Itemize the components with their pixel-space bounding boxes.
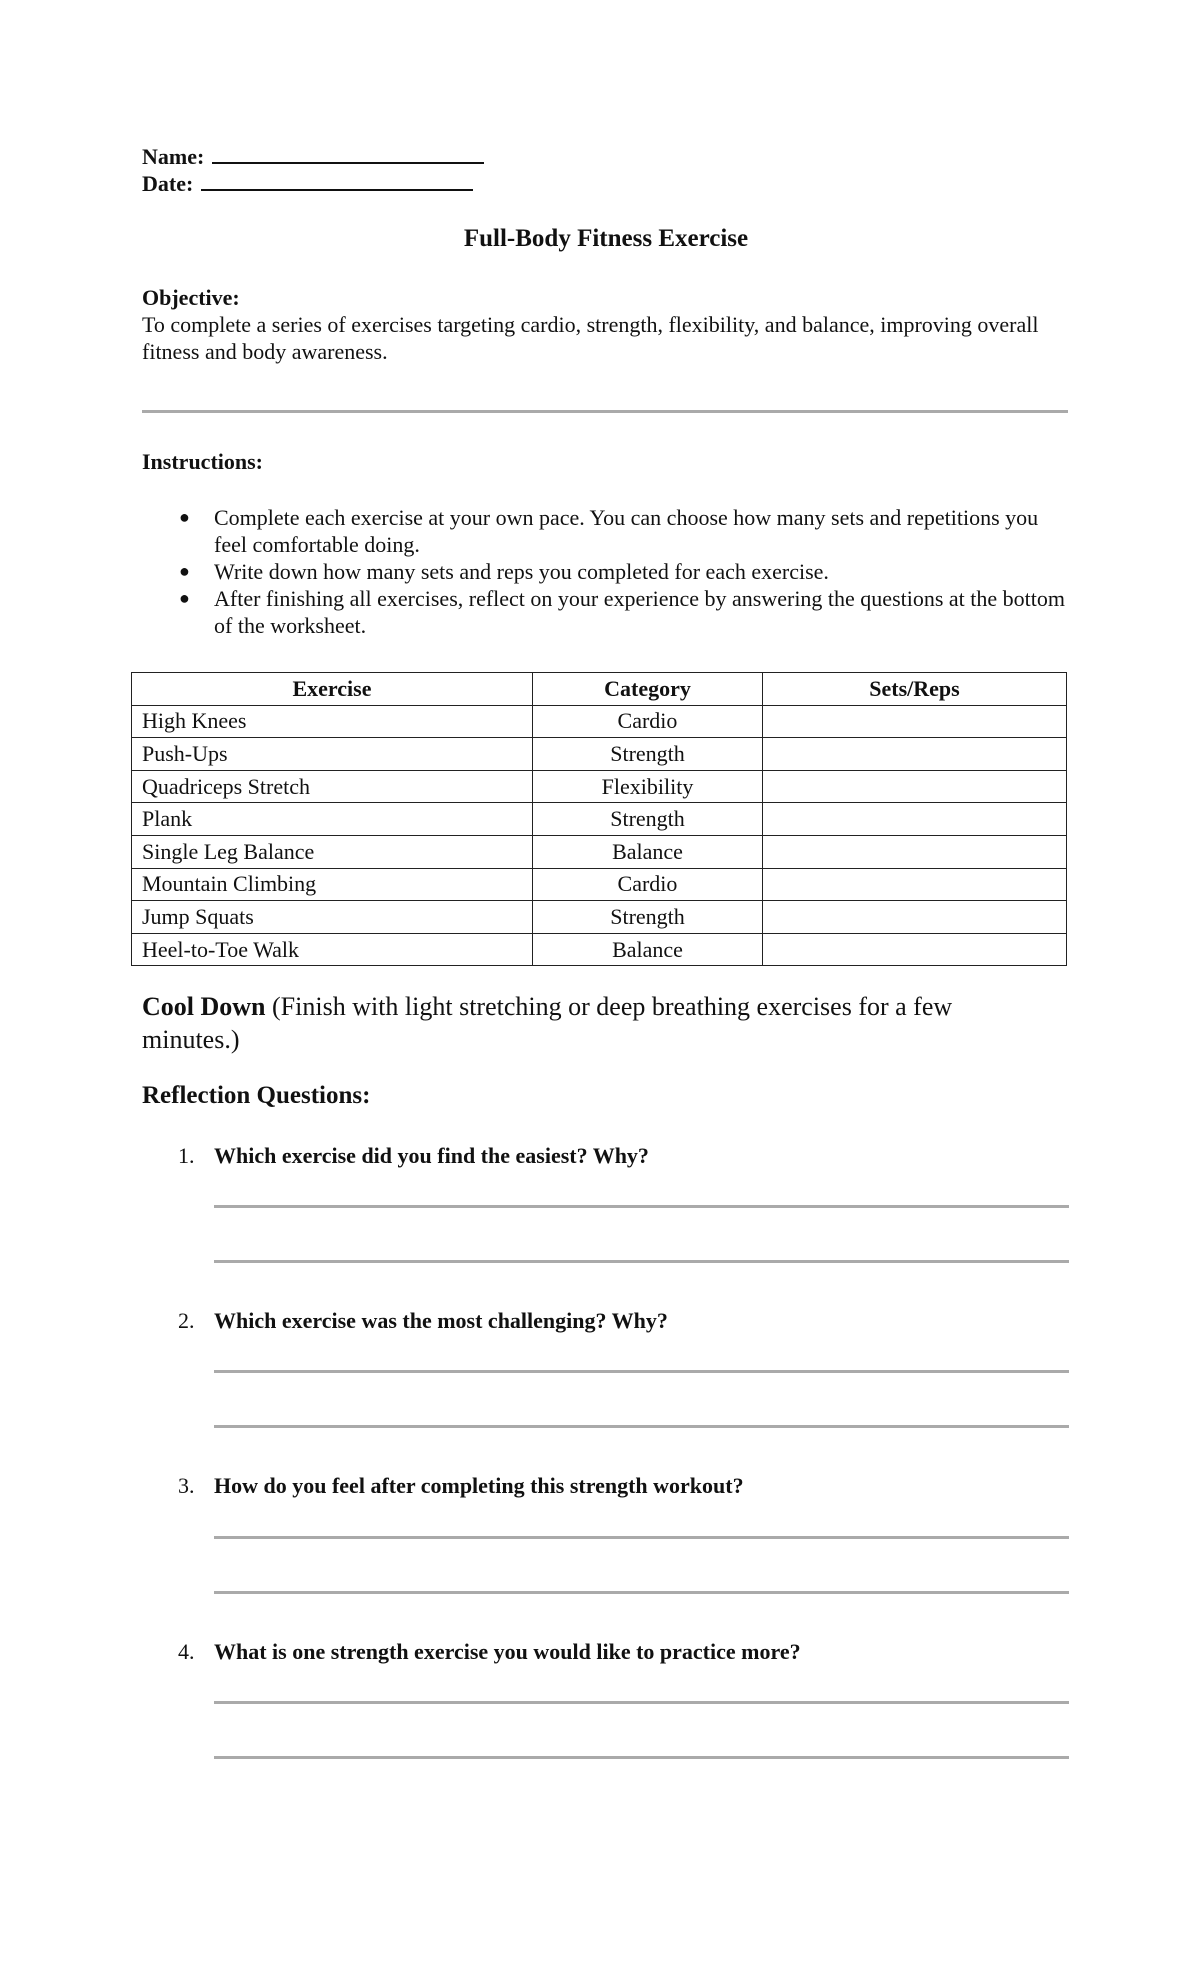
exercise-cell: Single Leg Balance	[132, 835, 533, 868]
cool-down-note	[142, 990, 1042, 1056]
exercise-cell: Jump Squats	[132, 901, 533, 934]
exercise-cell: Quadriceps Stretch	[132, 770, 533, 803]
reflection-question	[142, 1142, 649, 1169]
instructions-heading: Instructions:	[142, 449, 264, 474]
sets-reps-cell[interactable]	[763, 933, 1067, 966]
bullet-icon: ●	[179, 507, 190, 527]
category-cell: Cardio	[533, 868, 763, 901]
table-row	[132, 835, 1067, 868]
answer-line[interactable]	[214, 1425, 1069, 1428]
exercise-cell: Heel-to-Toe Walk	[132, 933, 533, 966]
answer-line[interactable]	[214, 1591, 1069, 1594]
answer-line[interactable]	[214, 1701, 1069, 1704]
question-number: 1.	[178, 1143, 195, 1168]
table-row	[132, 770, 1067, 803]
date-label: Date:	[142, 171, 194, 196]
column-header-category: Category	[533, 673, 763, 706]
category-cell: Balance	[533, 933, 763, 966]
question-number: 4.	[178, 1639, 195, 1664]
question-text: What is one strength exercise you would like to practice more?	[214, 1639, 801, 1664]
exercise-cell: Mountain Climbing	[132, 868, 533, 901]
table-row	[132, 803, 1067, 836]
exercise-cell: High Knees	[132, 705, 533, 738]
date-blank-line[interactable]	[201, 171, 473, 191]
instruction-text: Complete each exercise at your own pace. You can choose how many sets and repetitions you feel comfortable doing.	[214, 505, 1039, 557]
instruction-item	[142, 585, 1070, 639]
cool-down-text: (Finish with light stretching or deep breathing exercises for a few minutes.)	[142, 992, 953, 1054]
exercise-cell: Plank	[132, 803, 533, 836]
table-header-row	[132, 673, 1067, 706]
question-text: Which exercise did you find the easiest? Why?	[214, 1143, 649, 1168]
category-cell: Balance	[533, 835, 763, 868]
objective-text: To complete a series of exercises targeting cardio, strength, flexibility, and balance, improving overall fitness and body awareness.	[142, 312, 1039, 364]
question-text: How do you feel after completing this strength workout?	[214, 1473, 744, 1498]
bullet-icon: ●	[179, 588, 190, 608]
date-field	[142, 170, 473, 197]
answer-line[interactable]	[214, 1260, 1069, 1263]
table-row	[132, 738, 1067, 771]
sets-reps-cell[interactable]	[763, 868, 1067, 901]
sets-reps-cell[interactable]	[763, 770, 1067, 803]
sets-reps-cell[interactable]	[763, 835, 1067, 868]
section-divider	[142, 410, 1068, 413]
question-number: 3.	[178, 1473, 195, 1498]
category-cell: Strength	[533, 901, 763, 934]
table-row	[132, 933, 1067, 966]
category-cell: Cardio	[533, 705, 763, 738]
instruction-item	[142, 504, 1070, 558]
sets-reps-cell[interactable]	[763, 901, 1067, 934]
bullet-icon: ●	[179, 561, 190, 581]
column-header-exercise: Exercise	[132, 673, 533, 706]
answer-line[interactable]	[214, 1536, 1069, 1539]
instruction-text: After finishing all exercises, reflect on your experience by answering the questions at the bottom of the worksheet.	[214, 586, 1066, 638]
cool-down-label: Cool Down	[142, 992, 266, 1021]
table-row	[132, 901, 1067, 934]
objective-heading: Objective:	[142, 285, 240, 310]
page-title: Full-Body Fitness Exercise	[463, 225, 749, 252]
instruction-text: Write down how many sets and reps you completed for each exercise.	[214, 559, 829, 584]
name-blank-line[interactable]	[212, 144, 484, 164]
reflection-heading: Reflection Questions:	[142, 1082, 371, 1109]
exercise-table	[131, 672, 1067, 966]
category-cell: Flexibility	[533, 770, 763, 803]
answer-line[interactable]	[214, 1756, 1069, 1759]
name-label: Name:	[142, 144, 205, 169]
instructions-list	[142, 504, 1070, 639]
question-text: Which exercise was the most challenging? Why?	[214, 1308, 668, 1333]
sets-reps-cell[interactable]	[763, 738, 1067, 771]
exercise-cell: Push-Ups	[132, 738, 533, 771]
answer-line[interactable]	[214, 1205, 1069, 1208]
question-number: 2.	[178, 1308, 195, 1333]
table-row	[132, 705, 1067, 738]
category-cell: Strength	[533, 738, 763, 771]
column-header-sets-reps: Sets/Reps	[763, 673, 1067, 706]
reflection-question	[142, 1472, 744, 1499]
category-cell: Strength	[533, 803, 763, 836]
table-row	[132, 868, 1067, 901]
sets-reps-cell[interactable]	[763, 803, 1067, 836]
answer-line[interactable]	[214, 1370, 1069, 1373]
instruction-item	[142, 558, 1070, 585]
sets-reps-cell[interactable]	[763, 705, 1067, 738]
reflection-question	[142, 1307, 668, 1334]
name-field	[142, 143, 484, 170]
reflection-question	[142, 1638, 801, 1665]
